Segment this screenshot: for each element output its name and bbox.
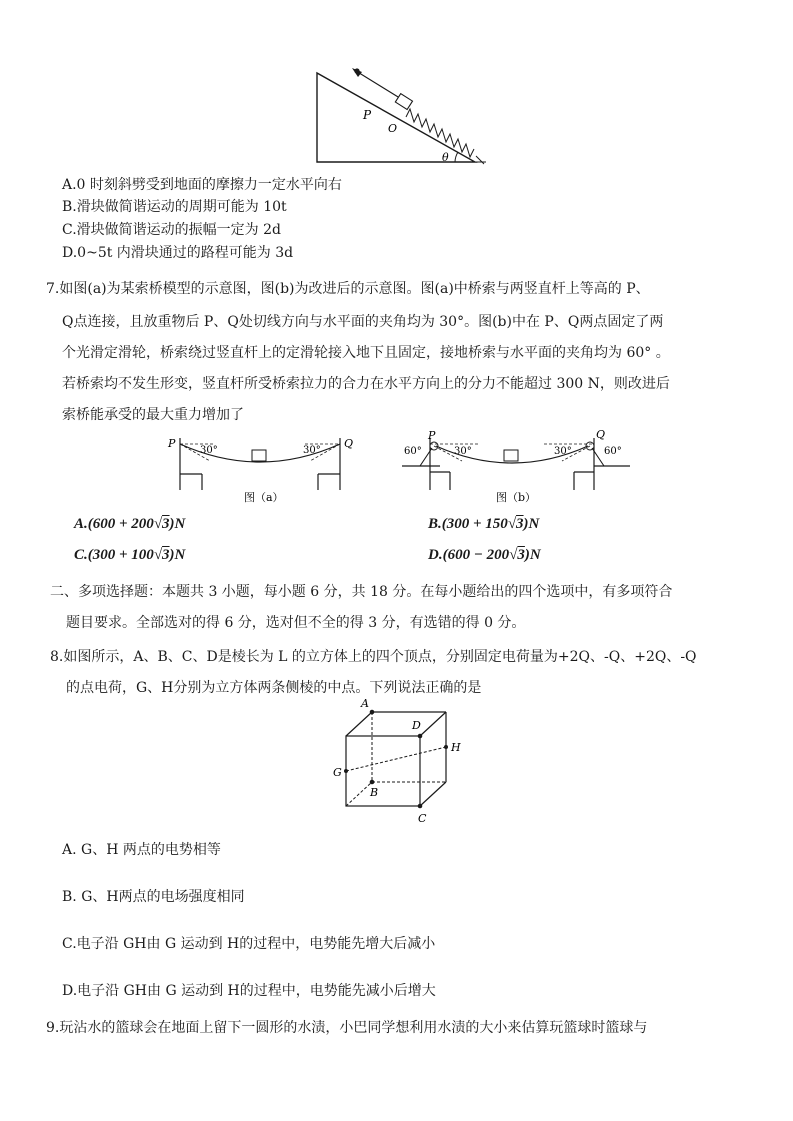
- fig-b-caption: 图（b）: [496, 491, 537, 504]
- q6-option-c: C.滑块做简谐运动的振幅一定为 2d: [62, 222, 281, 238]
- label-g: G: [333, 766, 342, 779]
- cube-figure: [330, 696, 470, 828]
- vertex-c: [418, 804, 423, 809]
- fig-b-label-p: P: [428, 429, 436, 442]
- q8-option-d: D.电子沿 GH由 G 运动到 H的过程中，电势能先减小后增大: [62, 983, 436, 999]
- q8-line-1: 8.如图所示，A、B、C、D是棱长为 L 的立方体上的四个顶点，分别固定电荷量为+2Q、-Q、+2Q、-Q: [50, 649, 697, 665]
- dot-marker: [354, 68, 359, 73]
- q7-option-d: D.(600 − 200√3)N: [428, 547, 541, 563]
- label-h: H: [451, 741, 461, 754]
- q8-line-2: 的点电荷，G、H分别为立方体两条侧棱的中点。下列说法正确的是: [66, 680, 482, 696]
- label-o: O: [388, 122, 398, 135]
- label-theta: θ: [442, 151, 449, 164]
- fig-a-angle-left: 30°: [200, 445, 218, 456]
- vertex-b: [370, 780, 375, 785]
- section-2-line-2: 题目要求。全部选对的得 6 分，选对但不全的得 3 分，有选错的得 0 分。: [66, 615, 526, 631]
- label-p: P: [363, 108, 372, 122]
- label-c: C: [418, 812, 427, 825]
- q6-option-d: D.0~5t 内滑块通过的路程可能为 3d: [62, 245, 294, 261]
- q7-line-5: 索桥能承受的最大重力增加了: [62, 407, 244, 423]
- spring: [406, 109, 474, 157]
- fig-a-label-q: Q: [344, 437, 354, 450]
- q6-option-a: A.0 时刻斜劈受到地面的摩擦力一定水平向右: [62, 177, 342, 193]
- velocity-arrow: [356, 71, 403, 100]
- bridge-figure-a: [160, 428, 360, 508]
- bridge-figure-b: [398, 428, 638, 508]
- wedge: [317, 73, 475, 162]
- fig-b-angle-60-left: 60°: [404, 446, 422, 457]
- label-d: D: [412, 719, 421, 732]
- point-g: [344, 769, 348, 773]
- q9-line-1: 9.玩沾水的篮球会在地面上留下一圆形的水渍，小巴同学想利用水渍的大小来估算玩篮球时篮球与: [46, 1020, 648, 1036]
- section-2-line-1: 二、多项选择题：本题共 3 小题，每小题 6 分，共 18 分。在每小题给出的四个选项中，有多项符合: [50, 584, 673, 600]
- q7-line-2: Q点连接，且放重物后 P、Q处切线方向与水平面的夹角均为 30°。图(b)中在 P、Q两点固定了两: [62, 314, 664, 330]
- fig-b-angle-30-left: 30°: [454, 446, 472, 457]
- label-b: B: [370, 786, 379, 799]
- q7-line-3: 个光滑定滑轮，桥索绕过竖直杆上的定滑轮接入地下且固定，接地桥索与水平面的夹角均为 60° 。: [62, 345, 670, 361]
- q6-option-b: B.滑块做简谐运动的周期可能为 10t: [62, 199, 287, 215]
- fig-a-caption: 图（a）: [244, 491, 284, 504]
- fig-a-angle-right: 30°: [303, 445, 321, 456]
- angle-arc: [455, 152, 458, 162]
- fig-a-label-p: P: [168, 437, 176, 450]
- q7-line-1: 7.如图(a)为某索桥模型的示意图，图(b)为改进后的示意图。图(a)中桥索与两竖直杆上等高的 P、: [46, 281, 650, 297]
- q8-option-b: B. G、H两点的电场强度相同: [62, 889, 245, 905]
- fig-b-angle-30-right: 30°: [554, 446, 572, 457]
- q7-option-a: A.(600 + 200√3)N: [74, 516, 186, 532]
- q8-option-c: C.电子沿 GH由 G 运动到 H的过程中，电势能先增大后减小: [62, 936, 436, 952]
- vertex-d: [418, 734, 423, 739]
- point-h: [444, 745, 448, 749]
- q7-option-b: B.(300 + 150√3)N: [428, 516, 540, 532]
- incline-spring-figure: [300, 64, 490, 170]
- vertex-a: [370, 710, 375, 715]
- q8-option-a: A. G、H 两点的电势相等: [62, 842, 221, 858]
- label-a: A: [361, 697, 369, 710]
- q7-option-c: C.(300 + 100√3)N: [74, 547, 186, 563]
- fig-b-label-q: Q: [596, 428, 606, 441]
- fig-b-angle-60-right: 60°: [604, 446, 622, 457]
- q7-line-4: 若桥索均不发生形变，竖直杆所受桥索拉力的合力在水平方向上的分力不能超过 300 N，则改进后: [62, 376, 670, 392]
- gh-line: [346, 747, 446, 771]
- slider-block: [395, 94, 412, 110]
